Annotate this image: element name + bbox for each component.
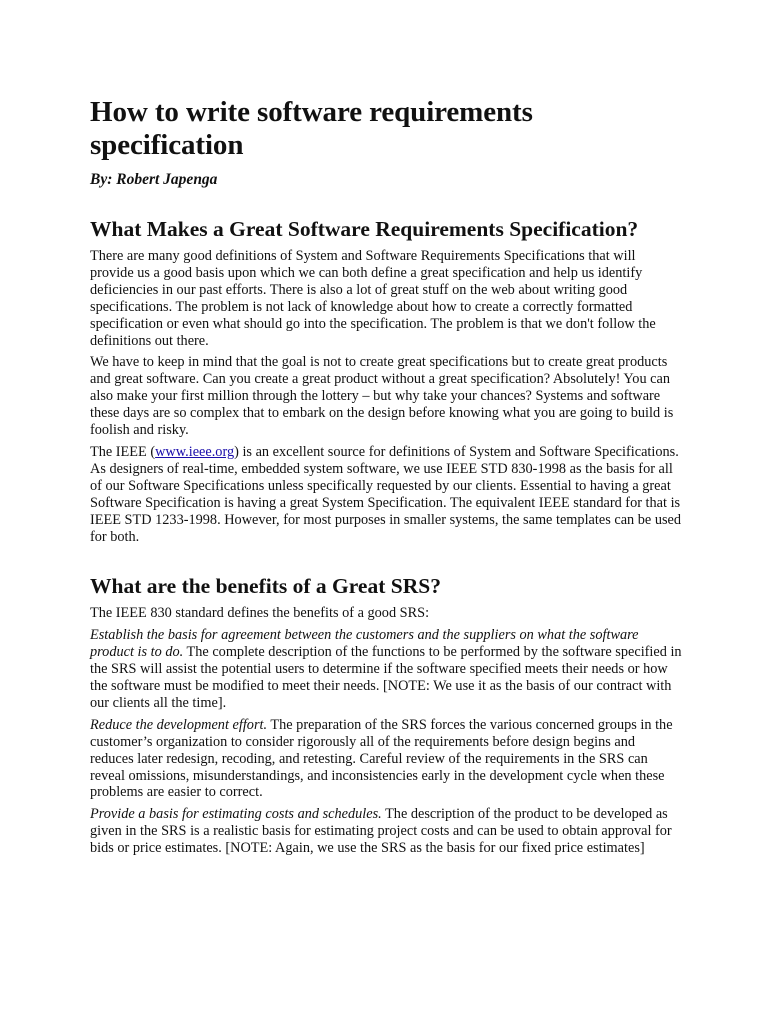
benefit-agreement-lead: Establish the basis for agreement between the customers and the suppliers on what the software product is to do. [90, 627, 639, 661]
benefit-agreement-text: The complete description of the functions to be performed by the software specified in the SRS will assist the potential users to determine if the software specified meets their needs or how the software must be modified to meet their needs. [NOTE: We use it as the basis of our contract with our clients all the time]. [90, 644, 682, 711]
paragraph-ieee-text-start: The IEEE ( [90, 443, 156, 460]
author-byline: By: Robert Japenga [90, 171, 218, 188]
ieee-link[interactable]: www.ieee.org [155, 443, 235, 460]
benefit-estimating-text: The description of the product to be developed as given in the SRS is a realistic basis for estimating project costs and can be used to obtain approval for bids or price estimates. [NOTE: Again, we use the SRS as the basis for our fixed price estimates] [90, 806, 672, 857]
benefit-estimating [90, 806, 682, 857]
section-heading-great-srs: What Makes a Great Software Requirements Specification? [90, 217, 639, 241]
benefit-estimating-lead: Provide a basis for estimating costs and schedules. [90, 806, 382, 823]
benefit-development-effort-text: The preparation of the SRS forces the various concerned groups in the customer’s organization to consider rigorously all of the requirements before design begins and reduces later redesign, recoding, and retesting. Careful review of the requirements in the SRS can reveal omissions, misunderstandings, and inconsistencies early in the development cycle when these problems are easier to correct. [90, 716, 673, 801]
paragraph-definitions: There are many good definitions of System and Software Requirements Specifications that will provide us a good basis upon which we can both define a great specification and help us identify deficiencies in our past efforts. There is also a lot of great stuff on the web about writing good specifications. The problem is not lack of knowledge about how to create a correctly formatted specification or even what should go into the specification. The problem is that we don't follow the definitions out there. [90, 248, 656, 349]
paragraph-ieee-text-end: ) is an excellent source for definitions of System and Software Specifications. As designers of real-time, embedded system software, we use IEEE STD 830-1998 as the basis for all of our Software Specifications unless specifically requested by our clients. Essential to having a great Software Specification is having a great System Specification. The equivalent IEEE standard for that is IEEE STD 1233-1998. However, for most purposes in smaller systems, the same templates can be used for both. [90, 443, 682, 545]
document-title: How to write software requirements specification [90, 96, 533, 161]
paragraph-goal: We have to keep in mind that the goal is not to create great specifications but to create great products and great software. Can you create a great product without a great specification? Absolutely! You can also make your first million through the lottery – but why take your chances? Systems and software these days are so complex that to embark on the design before knowing what you are going to build is foolish and risky. [90, 354, 674, 439]
benefit-development-effort [90, 717, 682, 802]
document-page [90, 96, 682, 857]
paragraph-ieee [90, 444, 682, 545]
section-heading-benefits: What are the benefits of a Great SRS? [90, 574, 441, 599]
benefit-agreement [90, 627, 682, 712]
benefit-development-effort-lead: Reduce the development effort. [90, 716, 268, 733]
paragraph-benefits-intro: The IEEE 830 standard defines the benefits of a good SRS: [90, 605, 430, 622]
